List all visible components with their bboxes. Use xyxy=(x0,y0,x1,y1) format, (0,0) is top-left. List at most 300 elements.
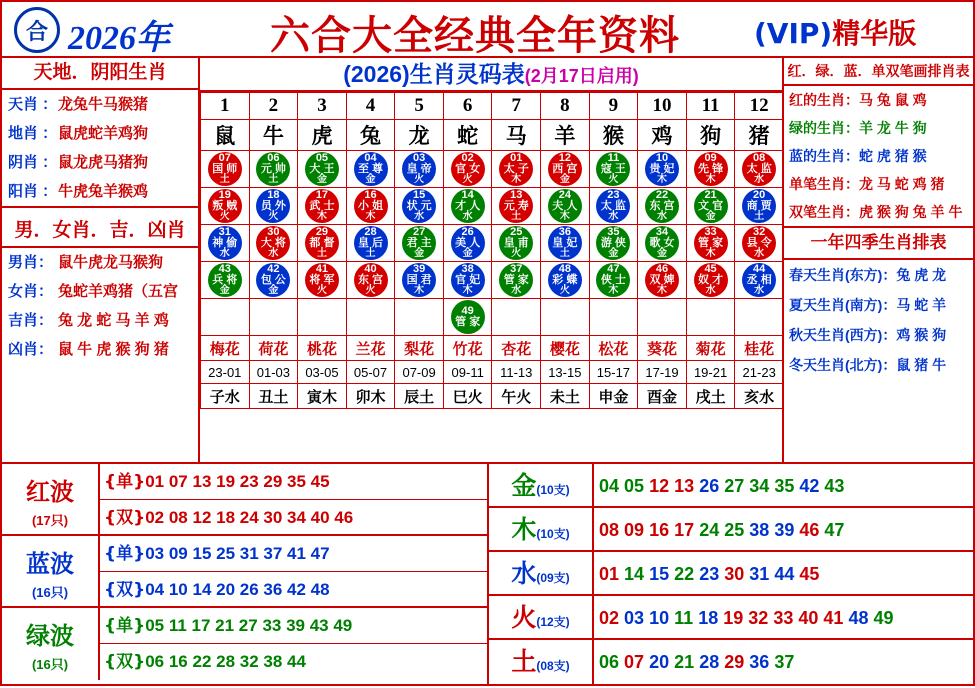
ball-cell xyxy=(346,188,395,225)
element-number: 05 xyxy=(624,476,645,496)
ball-word: 都 督 xyxy=(309,237,335,249)
wave-name-cell xyxy=(2,464,100,534)
table-row-stems xyxy=(201,384,784,409)
table-row-column-numbers xyxy=(201,93,784,120)
ball-number: 41 xyxy=(315,263,329,275)
element-number: 25 xyxy=(724,520,745,540)
time-cell: 17-19 xyxy=(638,361,687,384)
ball-number: 39 xyxy=(412,263,426,275)
stem-cell: 卯木 xyxy=(346,384,395,409)
ball-number: 17 xyxy=(315,189,329,201)
wave-numbers: 04 10 14 20 26 36 42 48 xyxy=(145,580,330,599)
ball-element: 金 xyxy=(268,285,279,296)
column-number-cell: 9 xyxy=(589,93,638,120)
ball-cell xyxy=(589,188,638,225)
element-number: 20 xyxy=(649,652,670,672)
left-row-jixiao xyxy=(2,306,198,335)
ball-word: 先 锋 xyxy=(698,163,724,175)
ball-word: 武 士 xyxy=(309,200,335,212)
number-ball[interactable] xyxy=(451,226,485,260)
ball-cell xyxy=(492,299,541,336)
ball-element: 木 xyxy=(705,174,716,185)
ball-number: 42 xyxy=(267,263,280,275)
element-name: 木 xyxy=(511,516,537,544)
element-number: 28 xyxy=(699,652,720,672)
ball-number: 16 xyxy=(364,189,377,201)
number-ball[interactable] xyxy=(305,226,339,260)
number-ball[interactable] xyxy=(694,226,728,260)
column-number-cell: 8 xyxy=(541,93,590,120)
number-ball[interactable] xyxy=(208,189,242,223)
number-ball[interactable] xyxy=(354,152,388,186)
ball-word: 小 姐 xyxy=(357,200,384,212)
ball-element: 火 xyxy=(365,285,376,296)
zodiac-table-title-sub: (2月17日启用) xyxy=(524,66,639,86)
number-ball[interactable] xyxy=(596,263,630,297)
right-color-row xyxy=(784,170,973,198)
number-ball[interactable] xyxy=(354,189,388,223)
ball-word: 皇 甫 xyxy=(503,237,529,249)
number-ball[interactable] xyxy=(451,152,485,186)
element-number: 07 xyxy=(624,652,645,672)
ball-word: 兵 将 xyxy=(212,274,238,286)
number-ball[interactable] xyxy=(742,152,776,186)
element-number: 36 xyxy=(749,652,770,672)
left-row-value: 兔蛇羊鸡猪（五宫 xyxy=(58,283,179,300)
ball-cell xyxy=(735,262,784,299)
ball-cell xyxy=(346,262,395,299)
ball-element: 木 xyxy=(705,248,716,259)
ball-element: 土 xyxy=(316,248,327,259)
number-ball[interactable] xyxy=(548,152,582,186)
element-number: 30 xyxy=(724,564,745,584)
zodiac-cell: 兔 xyxy=(346,120,395,151)
ball-number: 11 xyxy=(607,152,620,164)
number-ball[interactable] xyxy=(451,189,485,223)
number-ball[interactable] xyxy=(354,226,388,260)
ball-element: 水 xyxy=(608,211,619,222)
element-name-cell xyxy=(489,464,594,506)
ball-number: 22 xyxy=(655,189,669,201)
number-ball[interactable] xyxy=(645,152,679,186)
element-number: 19 xyxy=(723,608,744,628)
ball-word: 夫 人 xyxy=(552,200,578,212)
ball-element: 水 xyxy=(754,248,765,259)
ball-element: 火 xyxy=(511,248,522,259)
number-ball[interactable] xyxy=(208,263,242,297)
element-table xyxy=(489,464,973,684)
element-number: 23 xyxy=(699,564,720,584)
wave-line xyxy=(100,644,487,679)
wave-lines xyxy=(100,464,487,534)
wave-numbers: 02 08 12 18 24 30 34 40 46 xyxy=(145,508,354,527)
ball-element: 金 xyxy=(608,248,619,259)
ball-element: 木 xyxy=(316,211,327,222)
number-ball[interactable] xyxy=(305,152,339,186)
ball-element: 水 xyxy=(511,285,522,296)
ball-cell xyxy=(249,188,298,225)
ball-element: 土 xyxy=(268,174,279,185)
time-cell: 15-17 xyxy=(589,361,638,384)
ball-number: 34 xyxy=(655,226,669,238)
ball-word: 丞 相 xyxy=(746,274,772,286)
vip-badge xyxy=(754,12,916,52)
number-ball[interactable] xyxy=(305,263,339,297)
right-row-value: 蛇 虎 猪 猴 xyxy=(859,148,927,164)
ball-number: 47 xyxy=(607,263,620,275)
time-cell: 19-21 xyxy=(686,361,735,384)
ball-element: 木 xyxy=(559,211,570,222)
stem-cell: 巳火 xyxy=(443,384,492,409)
ball-word: 官 妃 xyxy=(455,274,481,286)
ball-word: 美 人 xyxy=(455,237,481,249)
wave-lines xyxy=(100,536,487,606)
element-number: 44 xyxy=(774,564,795,584)
time-cell: 07-09 xyxy=(395,361,444,384)
zodiac-cell: 鸡 xyxy=(638,120,687,151)
ball-number: 18 xyxy=(267,189,280,201)
ball-cell xyxy=(735,151,784,188)
ball-number: 02 xyxy=(461,152,474,164)
ball-word: 大 将 xyxy=(260,237,286,249)
element-number: 22 xyxy=(674,564,695,584)
flower-cell: 葵花 xyxy=(638,336,687,361)
element-number: 04 xyxy=(599,476,620,496)
ball-number: 26 xyxy=(461,226,474,238)
number-ball[interactable] xyxy=(548,189,582,223)
element-number: 40 xyxy=(798,608,819,628)
column-number-cell: 2 xyxy=(249,93,298,120)
page-title: 六合大全经典全年资料 xyxy=(270,13,680,59)
left-row-value: 牛虎兔羊猴鸡 xyxy=(58,183,149,200)
element-number: 33 xyxy=(773,608,794,628)
ball-cell xyxy=(541,299,590,336)
time-cell: 09-11 xyxy=(443,361,492,384)
ball-number: 10 xyxy=(655,152,669,164)
element-name-cell xyxy=(489,596,594,638)
number-ball[interactable] xyxy=(208,152,242,186)
zodiac-table-title-main: (2026)生肖灵码表 xyxy=(343,61,525,87)
flower-cell: 桂花 xyxy=(735,336,784,361)
left-row-nanxiao xyxy=(2,248,198,277)
ball-word: 将 军 xyxy=(309,274,335,286)
ball-word: 贵 妃 xyxy=(649,163,675,175)
right-row-value: 马 兔 鼠 鸡 xyxy=(859,92,927,108)
stem-cell: 酉金 xyxy=(638,384,687,409)
left-row-nvxiao xyxy=(2,277,198,306)
ball-number: 06 xyxy=(267,152,280,164)
column-number-cell: 12 xyxy=(735,93,784,120)
number-ball[interactable] xyxy=(451,300,485,334)
wave-name-cell xyxy=(2,536,100,606)
ball-cell xyxy=(201,188,250,225)
left-row-value: 鼠龙虎马猪狗 xyxy=(58,154,149,171)
left-section-title-2: 男．女肖．吉．凶肖 xyxy=(2,216,198,248)
ball-element: 土 xyxy=(511,211,522,222)
number-ball[interactable] xyxy=(256,226,290,260)
wave-line xyxy=(100,608,487,644)
page-header xyxy=(2,2,973,58)
right-panel xyxy=(784,58,973,462)
right-color-row xyxy=(784,142,973,170)
ball-word: 包 公 xyxy=(260,274,286,286)
element-name: 火 xyxy=(511,604,537,632)
table-row-balls xyxy=(201,151,784,188)
ball-word: 国 君 xyxy=(406,274,432,286)
ball-element: 火 xyxy=(219,211,230,222)
ball-word: 皇 帝 xyxy=(406,163,432,175)
ball-cell xyxy=(249,299,298,336)
ball-cell xyxy=(686,299,735,336)
wave-name: 红波 xyxy=(26,479,74,506)
ball-cell xyxy=(249,262,298,299)
number-ball[interactable] xyxy=(694,152,728,186)
ball-element: 水 xyxy=(754,285,765,296)
number-ball[interactable] xyxy=(548,226,582,260)
ball-number: 07 xyxy=(218,152,231,164)
right-row-value: 虎 猴 狗 兔 羊 牛 xyxy=(859,204,963,220)
column-number-cell: 4 xyxy=(346,93,395,120)
wave-lines xyxy=(100,608,487,680)
number-ball[interactable] xyxy=(499,189,533,223)
ball-number: 40 xyxy=(364,263,377,275)
ball-number: 05 xyxy=(315,152,329,164)
number-ball[interactable] xyxy=(402,189,436,223)
element-numbers xyxy=(594,640,973,684)
wave-numbers: 05 11 17 21 27 33 39 43 49 xyxy=(145,616,353,635)
right-color-row xyxy=(784,86,973,114)
zodiac-cell: 猪 xyxy=(735,120,784,151)
ball-element: 火 xyxy=(316,285,327,296)
ball-cell xyxy=(735,188,784,225)
wave-block xyxy=(2,608,487,680)
ball-word: 员 外 xyxy=(260,200,286,212)
ball-element: 土 xyxy=(754,211,765,222)
element-number: 42 xyxy=(799,476,820,496)
ball-number: 25 xyxy=(510,226,523,238)
wave-line xyxy=(100,536,487,572)
left-row-value: 鼠牛虎龙马猴狗 xyxy=(58,254,164,271)
right-row-label: 红的生肖： xyxy=(789,92,859,108)
ball-element: 土 xyxy=(559,248,570,259)
ball-number: 09 xyxy=(704,152,717,164)
element-row xyxy=(489,464,973,508)
number-ball[interactable] xyxy=(548,263,582,297)
left-row-value: 兔 龙 蛇 马 羊 鸡 xyxy=(58,312,169,329)
right-section-title-2: 一年四季生肖排表 xyxy=(784,228,973,260)
element-number: 39 xyxy=(774,520,795,540)
ball-cell xyxy=(735,225,784,262)
number-ball[interactable] xyxy=(499,263,533,297)
number-ball[interactable] xyxy=(596,226,630,260)
ball-element: 木 xyxy=(414,285,425,296)
table-row-balls xyxy=(201,225,784,262)
number-ball[interactable] xyxy=(694,263,728,297)
ball-element: 金 xyxy=(559,174,570,185)
number-ball[interactable] xyxy=(354,263,388,297)
ball-number: 48 xyxy=(558,263,571,275)
flower-cell: 菊花 xyxy=(686,336,735,361)
left-row-xiongxiao xyxy=(2,335,198,364)
number-ball[interactable] xyxy=(499,226,533,260)
number-ball[interactable] xyxy=(694,189,728,223)
ball-element: 木 xyxy=(511,174,522,185)
left-row-yangxiao xyxy=(2,177,198,208)
element-count: (08支) xyxy=(536,659,570,673)
number-ball[interactable] xyxy=(256,152,290,186)
number-ball[interactable] xyxy=(451,263,485,297)
ball-word: 歌 女 xyxy=(649,237,675,249)
stem-cell: 寅木 xyxy=(298,384,347,409)
ball-cell xyxy=(443,188,492,225)
right-row-label: 单笔生肖： xyxy=(789,176,859,192)
ball-word: 才 人 xyxy=(455,200,481,212)
number-ball[interactable] xyxy=(645,263,679,297)
ball-word: 太 监 xyxy=(600,200,626,212)
ball-cell xyxy=(492,151,541,188)
number-ball[interactable] xyxy=(499,152,533,186)
ball-word: 寇 王 xyxy=(600,163,626,175)
wave-line xyxy=(100,464,487,500)
ball-element: 水 xyxy=(219,248,230,259)
ball-word: 管 家 xyxy=(455,316,481,328)
time-cell: 13-15 xyxy=(541,361,590,384)
stem-cell: 丑土 xyxy=(249,384,298,409)
ball-number: 03 xyxy=(412,152,426,164)
ball-cell xyxy=(201,262,250,299)
element-count: (10支) xyxy=(536,527,570,541)
number-ball[interactable] xyxy=(742,189,776,223)
ball-element: 水 xyxy=(754,174,765,185)
flower-cell: 松花 xyxy=(589,336,638,361)
wave-numbers: 03 09 15 25 31 37 41 47 xyxy=(145,544,330,563)
element-number: 06 xyxy=(599,652,620,672)
number-ball[interactable] xyxy=(305,189,339,223)
ball-cell xyxy=(346,151,395,188)
ball-number: 35 xyxy=(607,226,620,238)
wave-line xyxy=(100,500,487,535)
wave-count: (16只) xyxy=(31,657,69,672)
element-number: 46 xyxy=(799,520,820,540)
ball-number: 44 xyxy=(753,263,766,275)
ball-word: 奴 才 xyxy=(698,274,724,286)
left-row-dixiao xyxy=(2,119,198,148)
element-number: 18 xyxy=(698,608,719,628)
number-ball[interactable] xyxy=(742,226,776,260)
ball-cell xyxy=(686,262,735,299)
ball-element: 木 xyxy=(608,285,619,296)
wave-block xyxy=(2,536,487,608)
ball-cell xyxy=(686,225,735,262)
right-season-row: 秋天生肖(西方)：鸡 猴 狗 xyxy=(789,327,947,343)
ball-word: 太 子 xyxy=(503,163,529,175)
wave-parity-tag: {单} xyxy=(104,616,146,636)
ball-cell xyxy=(249,225,298,262)
flower-cell: 樱花 xyxy=(541,336,590,361)
left-panel xyxy=(2,58,200,462)
center-panel xyxy=(200,58,784,462)
number-ball[interactable] xyxy=(596,189,630,223)
element-numbers xyxy=(594,596,973,640)
left-row-tianxiao xyxy=(2,90,198,119)
zodiac-cell: 猴 xyxy=(589,120,638,151)
table-row-balls xyxy=(201,299,784,336)
element-number: 01 xyxy=(599,564,620,584)
ball-word: 国 师 xyxy=(212,163,238,175)
number-ball[interactable] xyxy=(402,226,436,260)
zodiac-cell: 马 xyxy=(492,120,541,151)
left-row-value: 鼠 牛 虎 猴 狗 猪 xyxy=(58,341,169,358)
element-row xyxy=(489,508,973,552)
logo-text: 合 xyxy=(25,18,48,44)
ball-cell xyxy=(589,151,638,188)
number-ball[interactable] xyxy=(645,189,679,223)
time-cell: 21-23 xyxy=(735,361,784,384)
ball-number: 28 xyxy=(364,226,377,238)
ball-cell xyxy=(201,151,250,188)
left-section-title-1: 天地．阴阳生肖 xyxy=(2,58,198,90)
ball-word: 管 家 xyxy=(503,274,529,286)
vip-suffix-label: 精华版 xyxy=(832,17,917,50)
ball-word: 大 王 xyxy=(309,163,335,175)
element-number: 15 xyxy=(649,564,670,584)
element-number: 11 xyxy=(674,608,694,628)
ball-number: 21 xyxy=(704,189,717,201)
number-ball[interactable] xyxy=(256,263,290,297)
right-season-row: 夏天生肖(南方)：马 蛇 羊 xyxy=(789,297,947,313)
ball-element: 金 xyxy=(316,174,327,185)
right-season-row: 冬天生肖(北方)：鼠 猪 牛 xyxy=(789,357,947,373)
element-number: 34 xyxy=(749,476,770,496)
number-ball[interactable] xyxy=(402,263,436,297)
element-number: 37 xyxy=(774,652,795,672)
ball-word: 商 贾 xyxy=(746,200,772,212)
ball-element: 水 xyxy=(414,211,425,222)
zodiac-cell: 虎 xyxy=(298,120,347,151)
number-ball[interactable] xyxy=(256,189,290,223)
right-color-zodiac-list xyxy=(784,86,973,228)
left-spacer xyxy=(2,208,198,216)
ball-element: 水 xyxy=(705,285,716,296)
number-ball[interactable] xyxy=(402,152,436,186)
element-number: 49 xyxy=(873,608,894,628)
right-color-row xyxy=(784,114,973,142)
left-row-label: 阳肖 ： xyxy=(8,183,58,200)
element-count: (10支) xyxy=(536,483,570,497)
number-ball[interactable] xyxy=(742,263,776,297)
ball-cell xyxy=(541,225,590,262)
number-ball[interactable] xyxy=(645,226,679,260)
element-number: 29 xyxy=(724,652,745,672)
element-row xyxy=(489,640,973,684)
flower-cell: 荷花 xyxy=(249,336,298,361)
year-label: 2026年 xyxy=(68,20,170,57)
ball-number: 27 xyxy=(412,226,426,238)
ball-cell xyxy=(201,299,250,336)
number-ball[interactable] xyxy=(208,226,242,260)
wave-name: 蓝波 xyxy=(26,551,74,578)
ball-word: 状 元 xyxy=(406,200,432,212)
ball-word: 管 家 xyxy=(698,237,724,249)
wave-parity-tag: {双} xyxy=(104,652,146,672)
ball-word: 叛 贼 xyxy=(212,200,238,212)
number-ball[interactable] xyxy=(596,152,630,186)
column-number-cell: 6 xyxy=(443,93,492,120)
element-number: 41 xyxy=(823,608,844,628)
table-row-zodiacs xyxy=(201,120,784,151)
element-row xyxy=(489,596,973,640)
ball-word: 侠 士 xyxy=(600,274,626,286)
